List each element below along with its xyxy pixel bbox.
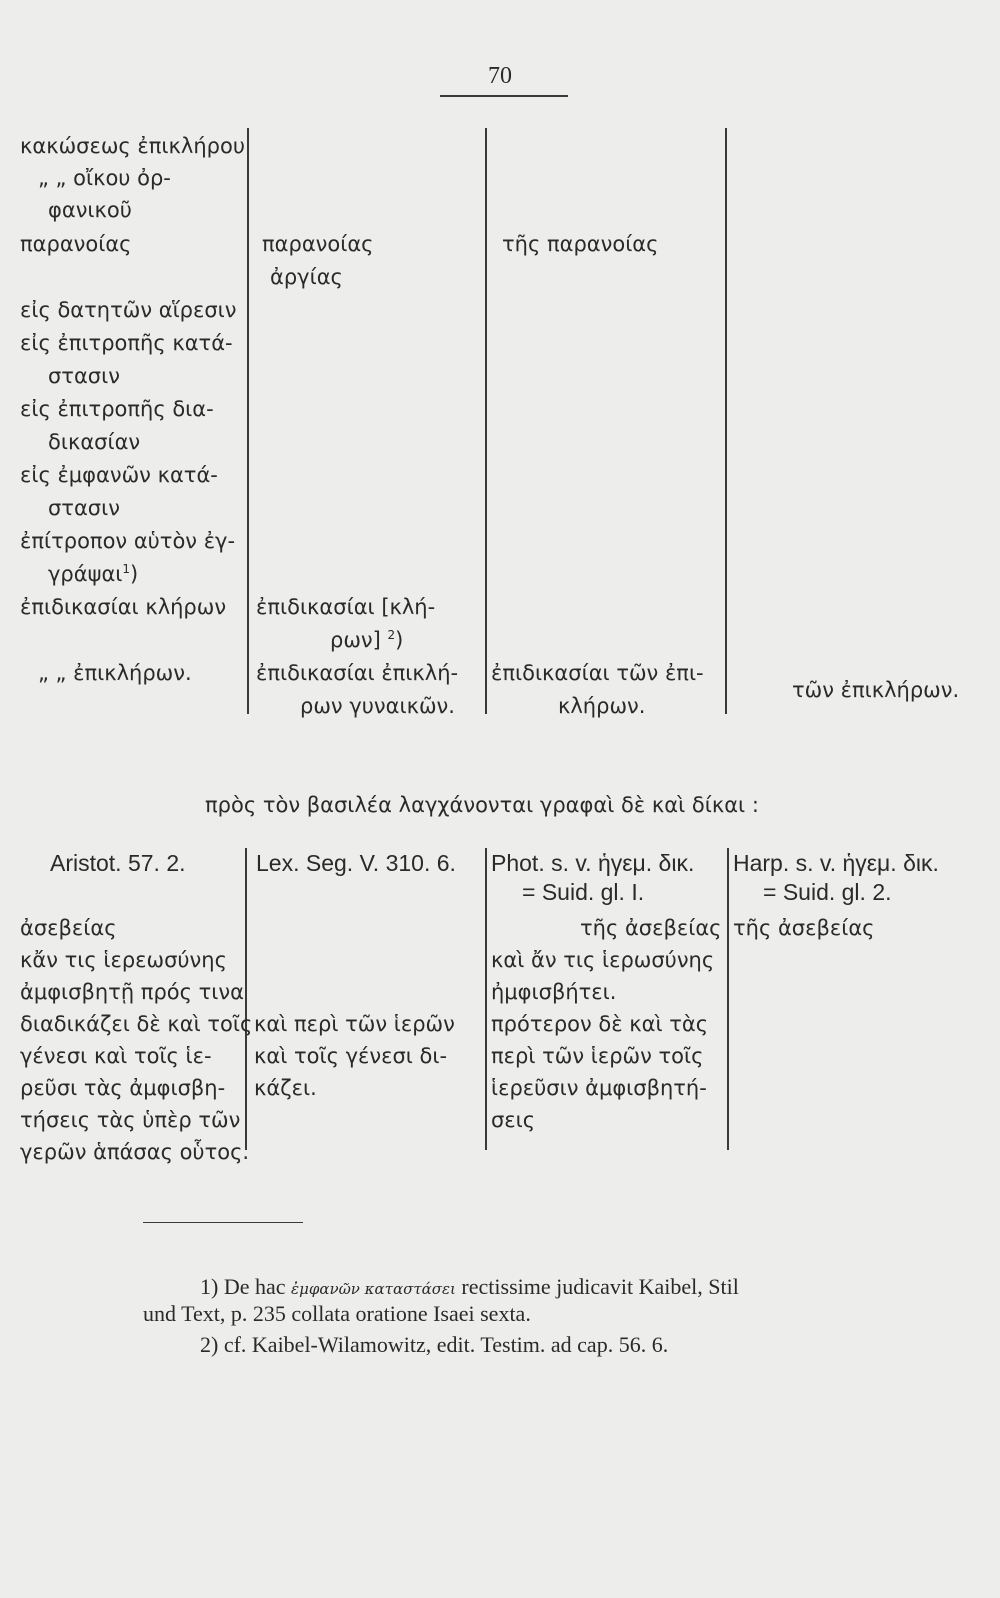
footnote-1-continued: und Text, p. 235 collata oratione Isaei sexta. (143, 1301, 531, 1326)
page-number-rule (440, 95, 568, 97)
table-cell: γράψαι$^1$) (48, 562, 139, 586)
table-cell: στασιν (48, 496, 120, 520)
footnote-text: cf. Kaibel-Wilamowitz, edit. Testim. ad cap. 56. 6. (223, 1332, 669, 1357)
table-cell: ἱερεῦσιν ἀμφισβητή- (491, 1076, 707, 1100)
footnote-1 (200, 1276, 739, 1298)
column-divider (725, 128, 727, 714)
table-cell: καὶ ἄν τις ἱερωσύνης (491, 948, 715, 972)
footnote-rule (143, 1222, 303, 1223)
table-cell: ἀργίας (270, 265, 343, 289)
column-divider (727, 848, 729, 1150)
cell-text: γράψαι (48, 562, 123, 586)
table-cell: ἠμφισβήτει. (491, 980, 617, 1004)
table-cell: ἐπιδικασίαι τῶν ἐπι- (491, 661, 704, 685)
table-header: = Suid. gl. 2. (763, 879, 892, 905)
table-cell: ἀμφισβητῇ πρός τινα (20, 980, 244, 1004)
table-cell: τήσεις τὰς ὑπὲρ τῶν (20, 1108, 241, 1132)
footnote-greek: ἐμφανῶν καταστάσει (291, 1280, 456, 1298)
table-cell: παρανοίας (20, 232, 132, 256)
column-divider (245, 848, 247, 1150)
table-cell: „ „ ἐπικλήρων. (38, 661, 192, 685)
table-cell: „ „ οἴκου ὀρ- (38, 166, 171, 190)
table-cell: ἐπίτροπον αὑτὸν ἐγ- (20, 529, 236, 553)
table-cell: δικασίαν (48, 430, 141, 454)
table-cell: σεις (491, 1108, 536, 1132)
table-cell: διαδικάζει δὲ καὶ τοῖς (20, 1012, 253, 1036)
table-cell: καὶ τοῖς γένεσι δι- (254, 1044, 448, 1068)
table-cell: τῶν ἐπικλήρων. (792, 678, 960, 702)
footnote-text: De hac (223, 1274, 286, 1299)
table-header: Phot. s. v. ἡγεμ. δικ. (491, 850, 695, 876)
page-number: 70 (488, 63, 512, 89)
table-cell: εἰς ἐμφανῶν κατά- (20, 463, 218, 487)
table-cell: φανικοῦ (48, 198, 132, 222)
table-cell: τῆς ἀσεβείας (580, 916, 722, 940)
section-heading: πρὸς τὸν βασιλέα λαγχάνονται γραφαὶ δὲ καὶ δίκαι : (205, 793, 759, 817)
table-cell: κάζει. (254, 1076, 317, 1100)
column-divider (485, 848, 487, 1150)
table-cell: ἀσεβείας (20, 916, 117, 940)
table-header: Aristot. 57. 2. (50, 850, 186, 876)
footnote-ref: 2 (387, 628, 396, 642)
footnote-text: rectissime judicavit Kaibel, Stil (461, 1274, 739, 1299)
table-cell: περὶ τῶν ἱερῶν τοῖς (491, 1044, 704, 1068)
footnote-2 (200, 1334, 668, 1356)
table-cell: παρανοίας (262, 232, 374, 256)
table-cell: ρεῦσι τὰς ἀμφισβη- (20, 1076, 226, 1100)
table-header: Lex. Seg. V. 310. 6. (256, 850, 456, 876)
table-cell: ρων] $^2$) (330, 628, 404, 652)
table-cell: ρων γυναικῶν. (300, 694, 455, 718)
table-header: Harp. s. v. ἡγεμ. δικ. (733, 850, 939, 876)
table-cell: καὶ περὶ τῶν ἱερῶν (254, 1012, 455, 1036)
table-cell: τῆς ἀσεβείας (733, 916, 875, 940)
table-cell: ἐπιδικασίαι κλήρων (20, 595, 227, 619)
footnote-number: 1) (200, 1274, 219, 1299)
table-cell: γένεσι καὶ τοῖς ἱε- (20, 1044, 212, 1068)
table-header: = Suid. gl. I. (522, 879, 645, 905)
table-cell: εἰς δατητῶν αἵρεσιν (20, 298, 237, 322)
table-cell: πρότερον δὲ καὶ τὰς (491, 1012, 709, 1036)
footnote-ref: 1 (122, 562, 131, 576)
table-cell: εἰς ἐπιτροπῆς κατά- (20, 331, 233, 355)
column-divider (485, 128, 487, 714)
table-cell: γερῶν ἁπάσας οὗτος. (20, 1140, 250, 1164)
table-cell: εἰς ἐπιτροπῆς δια- (20, 397, 214, 421)
footnote-number: 2) (200, 1332, 219, 1357)
column-divider (247, 128, 249, 714)
table-cell: κλήρων. (558, 694, 646, 718)
table-cell: ἐπιδικασίαι ἐπικλή- (256, 661, 459, 685)
table-cell: στασιν (48, 364, 120, 388)
table-cell: τῆς παρανοίας (502, 232, 659, 256)
table-cell: ἐπιδικασίαι [κλή- (256, 595, 436, 619)
table-cell: κακώσεως ἐπικλήρου (20, 134, 245, 158)
cell-text: ρων] (330, 628, 381, 652)
table-cell: κἄν τις ἱερεωσύνης (20, 948, 227, 972)
